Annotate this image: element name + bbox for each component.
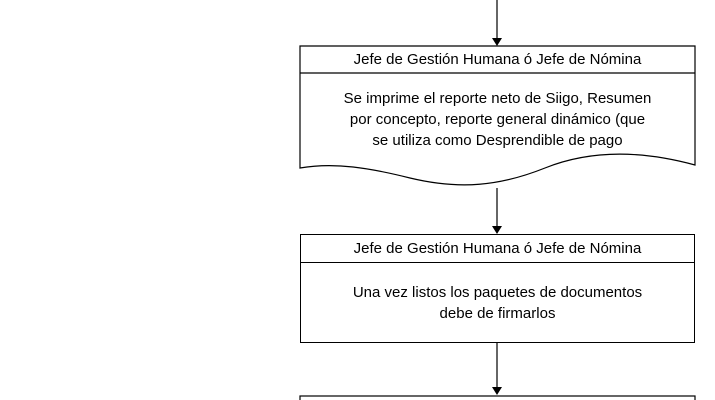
arrowhead-incoming [492, 38, 502, 46]
arrowhead-2-3 [492, 387, 502, 395]
node-text [300, 83, 695, 155]
document-node-print-reports [300, 46, 695, 186]
arrowhead-1-2 [492, 226, 502, 234]
node-text-line: se utiliza como Desprendible de pago [372, 131, 623, 149]
node-text-line: por concepto, reporte general dinámico (que [349, 110, 646, 128]
node-text [301, 263, 694, 342]
node-text-line: debe de firmarlos [439, 304, 556, 322]
node-role-label: Jefe de Gestión Humana ó Jefe de Nómina [353, 51, 642, 68]
node-text-line: Una vez listos los paquetes de documentos [352, 283, 643, 301]
node-role-label: Jefe de Gestión Humana ó Jefe de Nómina [301, 235, 694, 263]
process-box-3-outline [300, 396, 695, 400]
node-text-line: Se imprime el reporte neto de Siigo, Resumen [343, 89, 652, 107]
process-node-sign-documents [300, 234, 695, 343]
